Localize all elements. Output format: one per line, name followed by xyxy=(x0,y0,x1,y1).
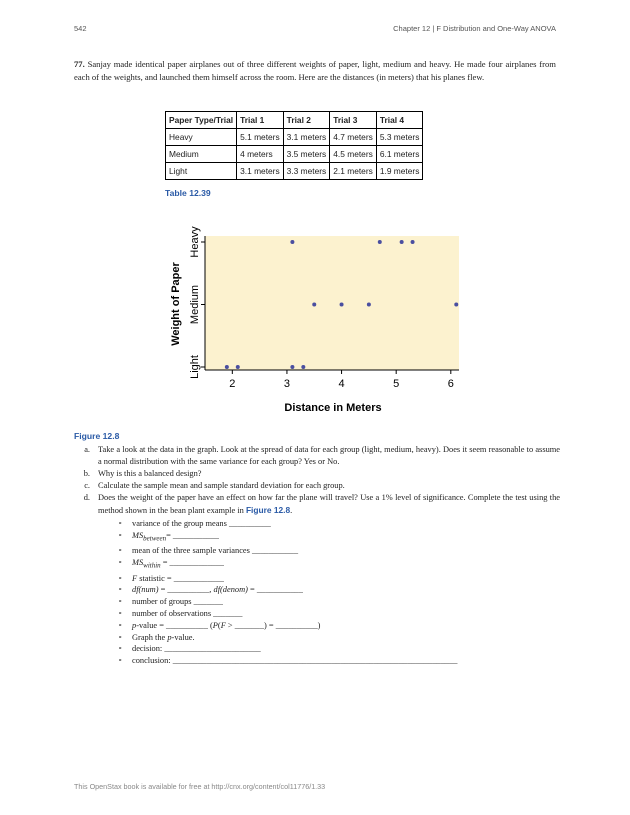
table-cell: 5.1 meters xyxy=(237,129,284,146)
sub-item-rest: = __________, xyxy=(158,585,214,595)
list-item xyxy=(118,557,560,572)
bullet-icon: ∘ xyxy=(118,585,123,594)
page-number: 542 xyxy=(74,24,87,33)
y-tick-label: Medium xyxy=(189,284,201,325)
f-var: F xyxy=(132,573,138,583)
table-header: Trial 4 xyxy=(376,112,423,129)
table-header-row xyxy=(166,112,423,129)
ms-subscript: within xyxy=(143,561,161,570)
p-var: p xyxy=(167,632,172,642)
list-item xyxy=(118,518,560,530)
scatter-chart xyxy=(165,222,465,418)
bullet-icon: ∘ xyxy=(118,632,123,641)
sub-item-text: number of observations _______ xyxy=(132,608,243,618)
table-header: Trial 1 xyxy=(237,112,284,129)
table-cell: 5.3 meters xyxy=(376,129,423,146)
plot-area xyxy=(205,236,459,370)
data-point xyxy=(400,240,404,244)
sub-item-rest: Graph the xyxy=(132,632,168,642)
table-cell: 2.1 meters xyxy=(330,163,377,180)
list-item xyxy=(118,596,560,608)
sub-item-text xyxy=(132,573,224,585)
table-cell: 4.5 meters xyxy=(330,146,377,163)
figure-link[interactable]: Figure 12.8 xyxy=(245,505,291,515)
table-caption: Table 12.39 xyxy=(165,188,211,198)
question-text: Calculate the sample mean and sample standard deviation for each group. xyxy=(98,481,345,490)
question-letter: c. xyxy=(84,481,90,490)
data-point xyxy=(312,303,316,307)
list-item xyxy=(118,608,560,620)
x-tick-label: 3 xyxy=(283,378,290,390)
y-tick-label: Heavy xyxy=(189,226,201,258)
sub-item-text: variance of the group means __________ xyxy=(132,519,271,528)
x-axis-label: Distance in Meters xyxy=(284,402,382,414)
bullet-icon: ∘ xyxy=(118,656,123,665)
sub-item-list xyxy=(118,518,560,667)
table-cell: 3.3 meters xyxy=(283,163,330,180)
table-cell: Light xyxy=(166,163,237,180)
data-point xyxy=(225,365,229,369)
question-list xyxy=(74,444,560,667)
sub-item-rest: = ___________ xyxy=(166,530,219,540)
table-cell: 4.7 meters xyxy=(330,129,377,146)
y-axis-label: Weight of Paper xyxy=(170,262,182,346)
sub-item-rest: = _____________ xyxy=(160,558,224,568)
bullet-icon: ∘ xyxy=(118,644,123,653)
sub-item-text: number of groups _______ xyxy=(132,597,223,607)
sub-item-rest: = ___________ xyxy=(247,585,303,595)
sub-item-text xyxy=(132,632,195,644)
table-row xyxy=(166,146,423,163)
x-tick-label: 6 xyxy=(447,378,454,390)
data-point xyxy=(378,240,382,244)
bullet-icon: ∘ xyxy=(118,573,123,582)
question-b xyxy=(74,468,560,480)
p-var: p xyxy=(132,620,137,630)
list-item xyxy=(118,545,560,557)
x-tick-label: 5 xyxy=(393,378,400,390)
list-item xyxy=(118,632,560,644)
data-point xyxy=(367,303,371,307)
ms-subscript: between xyxy=(143,534,167,543)
sub-item-text xyxy=(132,530,219,545)
problem-statement xyxy=(74,58,556,83)
bullet-icon: ∘ xyxy=(118,620,123,629)
list-item xyxy=(118,655,560,667)
question-d-text: Does the weight of the paper have an effect on how far the plane will travel? Use a 1% level of significance. Complete the test using the method shown in the bean plant example in xyxy=(98,493,560,515)
question-text: Take a look at the data in the graph. Look at the spread of data for each group (light, medium, heavy). Does it seem reasonable to assume a normal distribution with the same variance for each group? Yes or No. xyxy=(98,445,560,466)
bullet-icon: ∘ xyxy=(118,546,123,555)
question-a xyxy=(74,444,560,468)
table-cell: 3.1 meters xyxy=(283,129,330,146)
table-cell: 3.1 meters xyxy=(237,163,284,180)
sub-item-text xyxy=(132,584,303,596)
sub-item-rest: statistic = ____________ xyxy=(137,573,224,583)
table-cell: Medium xyxy=(166,146,237,163)
sub-item-rest: > _______) = __________) xyxy=(225,620,321,630)
data-point xyxy=(301,365,305,369)
distances-table xyxy=(165,111,423,180)
question-c xyxy=(74,480,560,492)
list-item xyxy=(118,620,560,632)
table-header: Paper Type/Trial xyxy=(166,112,237,129)
question-letter: a. xyxy=(84,445,90,454)
bullet-icon: ∘ xyxy=(118,558,123,567)
sub-item-text: decision: _______________________ xyxy=(132,644,261,654)
bullet-icon: ∘ xyxy=(118,597,123,606)
data-point xyxy=(411,240,415,244)
table-row xyxy=(166,129,423,146)
data-point xyxy=(290,365,294,369)
table-cell: 4 meters xyxy=(237,146,284,163)
page-footer: This OpenStax book is available for free at http://cnx.org/content/col11776/1.33 xyxy=(74,782,326,791)
list-item xyxy=(118,643,560,655)
list-item xyxy=(118,584,560,596)
question-text: Why is this a balanced design? xyxy=(98,469,202,478)
question-text xyxy=(98,492,560,517)
df-num: df(num) xyxy=(132,585,159,595)
sub-item-rest: ( xyxy=(217,620,221,630)
table-cell: 6.1 meters xyxy=(376,146,423,163)
data-point xyxy=(340,303,344,307)
sub-item-text: mean of the three sample variances ___________ xyxy=(132,546,299,556)
bullet-icon: ∘ xyxy=(118,519,123,527)
data-point xyxy=(454,303,458,307)
list-item xyxy=(118,573,560,585)
ms-var: MS xyxy=(132,558,144,568)
prob-var: P xyxy=(212,620,218,630)
x-tick-label: 2 xyxy=(229,378,236,390)
data-point xyxy=(290,240,294,244)
table-row xyxy=(166,163,423,180)
y-tick-label: Light xyxy=(189,355,201,379)
list-item xyxy=(118,530,560,545)
question-letter: b. xyxy=(83,469,90,478)
chapter-header: Chapter 12 | F Distribution and One-Way ANOVA xyxy=(393,24,556,33)
table-cell: Heavy xyxy=(166,129,237,146)
table-header: Trial 3 xyxy=(330,112,377,129)
sub-item-text xyxy=(132,620,320,632)
table-cell: 3.5 meters xyxy=(283,146,330,163)
problem-number: 77. xyxy=(74,59,85,69)
figure-caption: Figure 12.8 xyxy=(74,431,120,441)
question-d-end: . xyxy=(290,506,293,515)
sub-item-rest: -value. xyxy=(171,632,195,642)
df-denom: df(denom) xyxy=(213,585,248,595)
f-var: F xyxy=(220,620,226,630)
sub-item-rest: -value = __________ ( xyxy=(136,620,213,630)
table-header: Trial 2 xyxy=(283,112,330,129)
sub-item-text xyxy=(132,557,224,572)
data-point xyxy=(236,365,240,369)
problem-text: Sanjay made identical paper airplanes out of three different weights of paper, light, medium and heavy. He made four airplanes from each of the weights, and launched them himself across the room. Here are the distances (in meters) that his planes flew. xyxy=(74,59,556,82)
question-d xyxy=(74,492,560,517)
x-tick-label: 4 xyxy=(338,378,345,390)
bullet-icon: ∘ xyxy=(118,608,123,617)
sub-item-text: conclusion: ____________________________________________________________________ xyxy=(132,656,458,666)
bullet-icon: ∘ xyxy=(118,530,123,539)
question-letter: d. xyxy=(83,493,90,502)
table-cell: 1.9 meters xyxy=(376,163,423,180)
ms-var: MS xyxy=(132,530,144,540)
